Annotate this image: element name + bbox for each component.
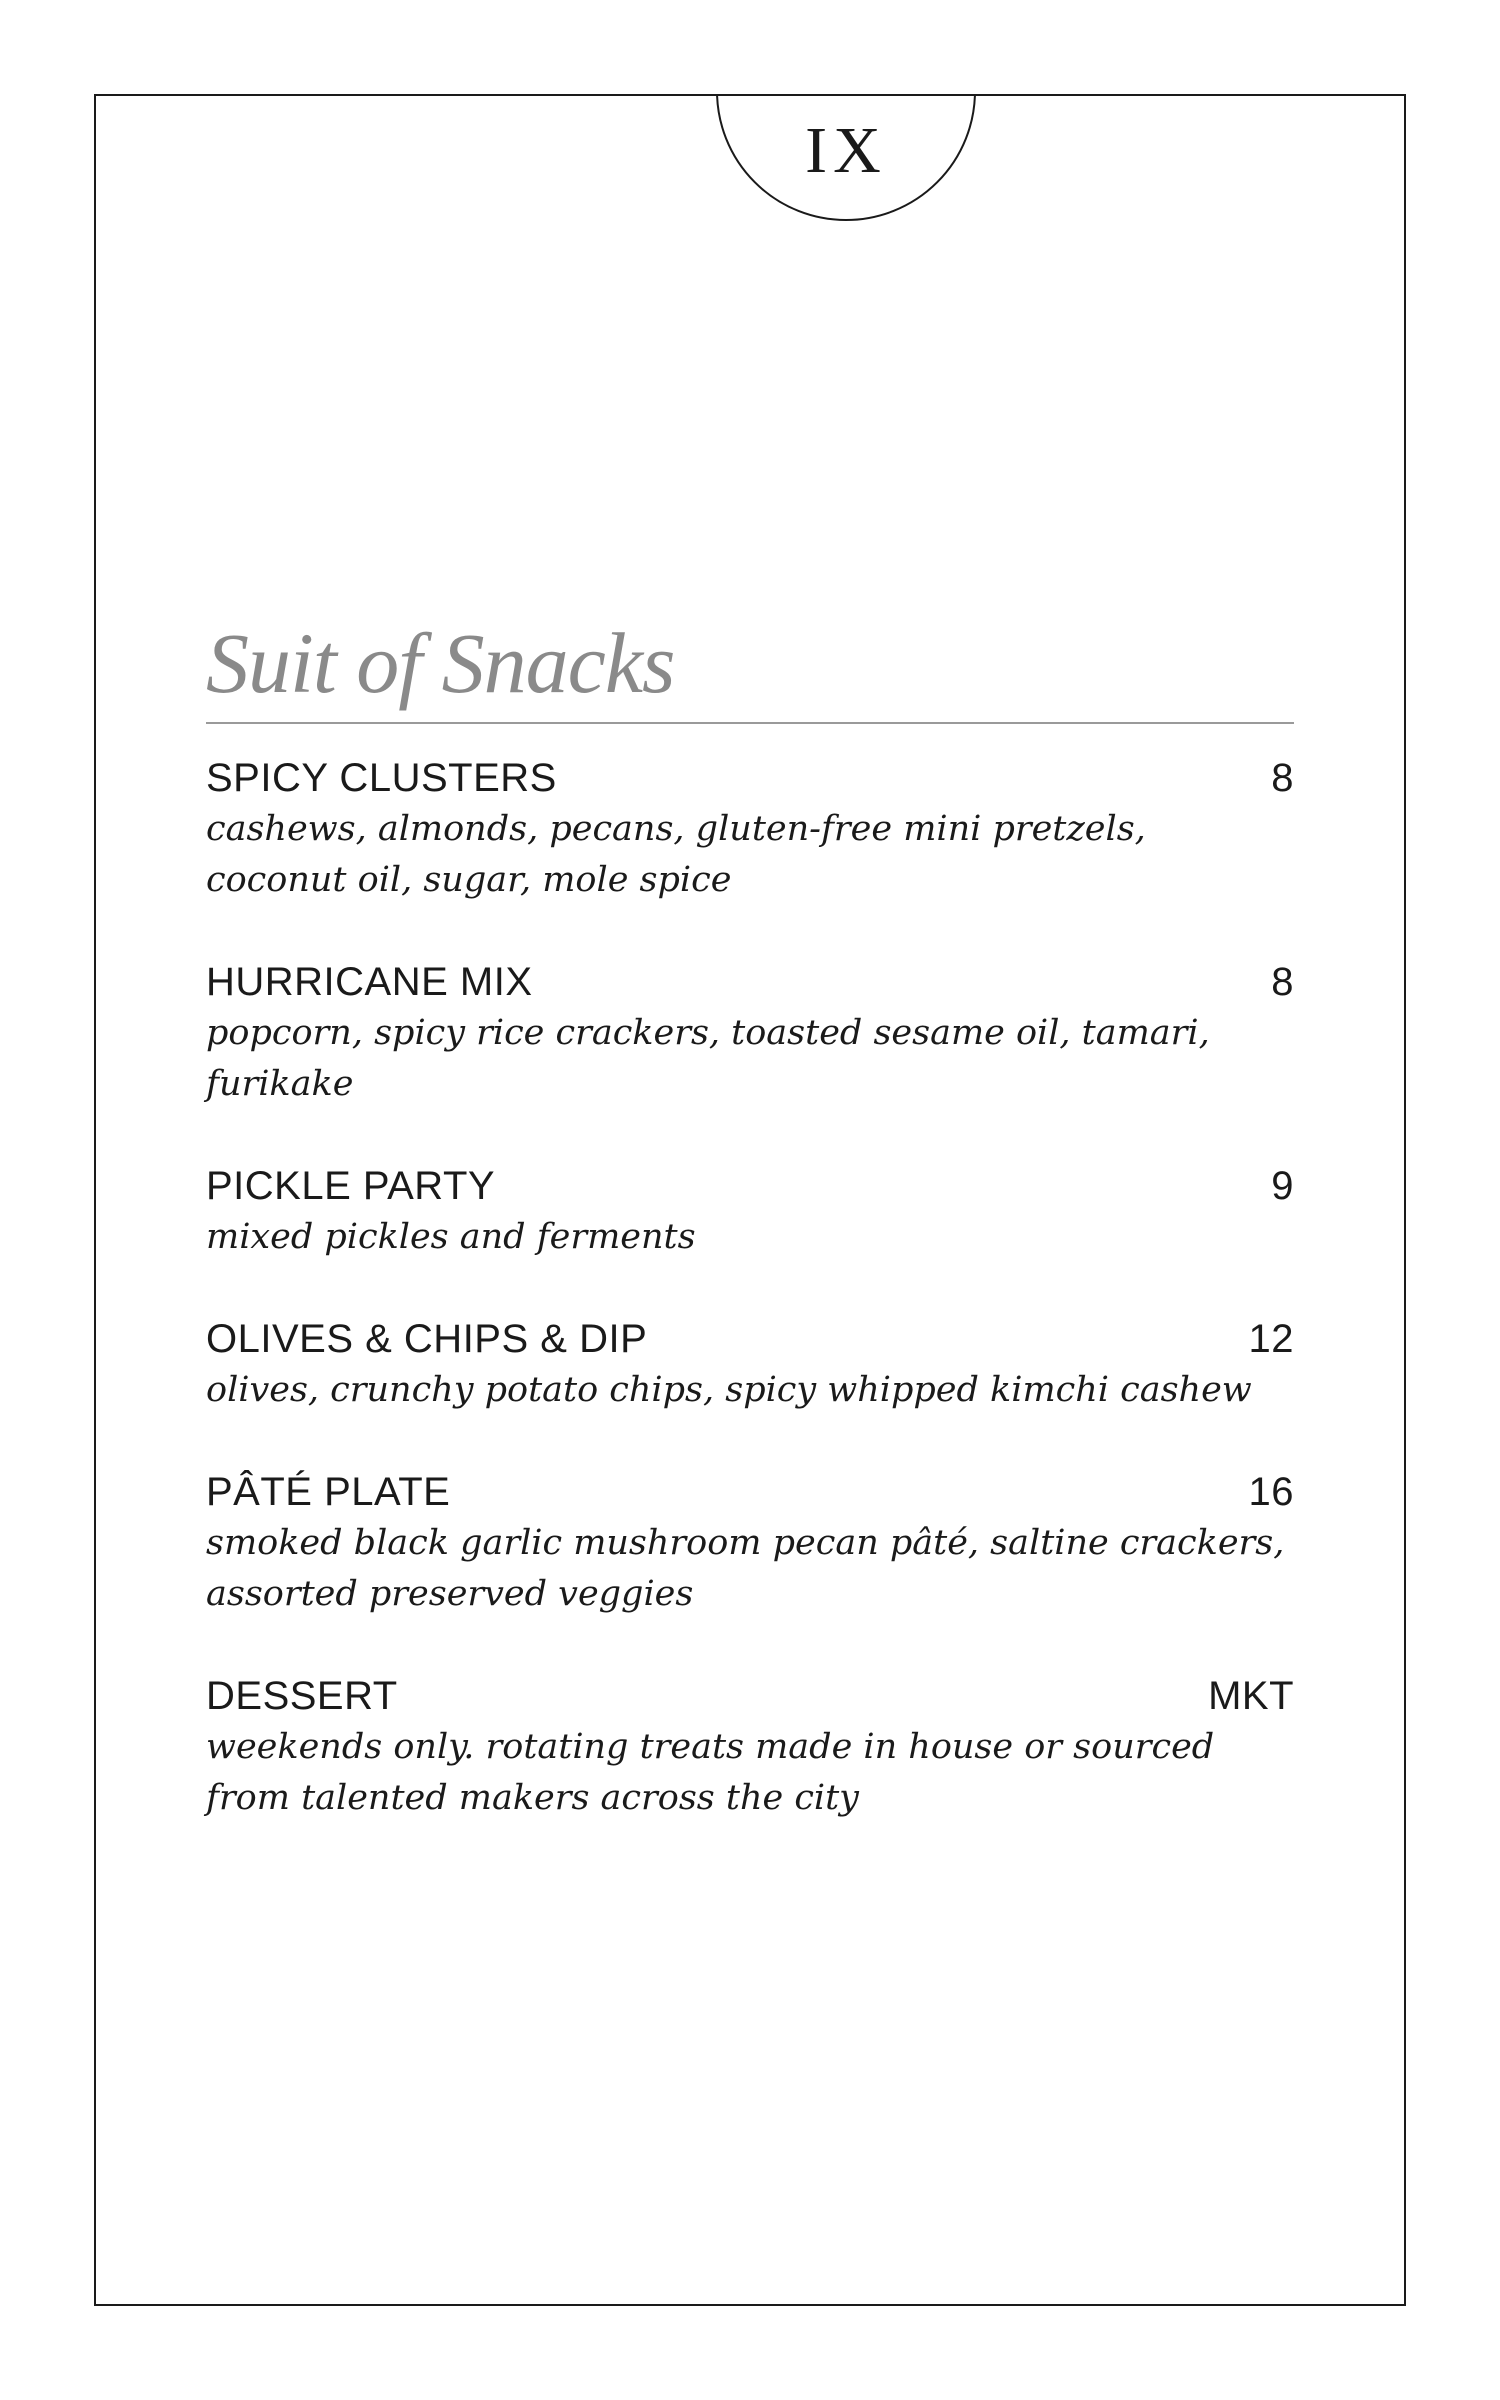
menu-item-description: cashews, almonds, pecans, gluten-free mini pretzels, coconut oil, sugar, mole spice (206, 809, 1146, 900)
menu-item-header (206, 754, 1294, 802)
menu-item-header (206, 1672, 1294, 1720)
menu-item-price: 8 (1271, 960, 1294, 1004)
menu-item-name: OLIVES & CHIPS & DIP (206, 1317, 648, 1361)
menu-item-price: 9 (1271, 1164, 1294, 1208)
menu-item-header (206, 1468, 1294, 1516)
menu-item (206, 1468, 1294, 1620)
menu-item-description: mixed pickles and ferments (206, 1217, 696, 1257)
menu-item-price: 8 (1271, 756, 1294, 800)
menu-item-price: 12 (1248, 1317, 1294, 1361)
menu-item-header (206, 958, 1294, 1006)
menu-title: Suit of Snacks (206, 615, 675, 711)
menu-item-header (206, 1162, 1294, 1210)
menu-section (206, 615, 1294, 1876)
menu-item-name: HURRICANE MIX (206, 960, 533, 1004)
menu-item-description: weekends only. rotating treats made in house or sourced from talented makers across the city (206, 1727, 1215, 1818)
menu-item (206, 1315, 1294, 1416)
menu-item-name: PÂTÉ PLATE (206, 1470, 451, 1514)
menu-item-name: SPICY CLUSTERS (206, 756, 557, 800)
menu-item (206, 1162, 1294, 1263)
menu-item-description: olives, crunchy potato chips, spicy whipped kimchi cashew (206, 1370, 1252, 1410)
menu-item-price: MKT (1208, 1674, 1294, 1718)
menu-item-name: PICKLE PARTY (206, 1164, 496, 1208)
menu-item-description: popcorn, spicy rice crackers, toasted sesame oil, tamari, furikake (206, 1013, 1210, 1104)
title-divider (206, 722, 1294, 724)
section-numeral: IX (805, 114, 887, 187)
menu-item-price: 16 (1248, 1470, 1294, 1514)
menu-item (206, 754, 1294, 906)
menu-item-name: DESSERT (206, 1674, 398, 1718)
menu-item-description: smoked black garlic mushroom pecan pâté, saltine crackers, assorted preserved veggies (206, 1523, 1285, 1614)
menu-item (206, 958, 1294, 1110)
section-tab-circle (716, 0, 976, 221)
menu-item-header (206, 1315, 1294, 1363)
menu-item (206, 1672, 1294, 1824)
